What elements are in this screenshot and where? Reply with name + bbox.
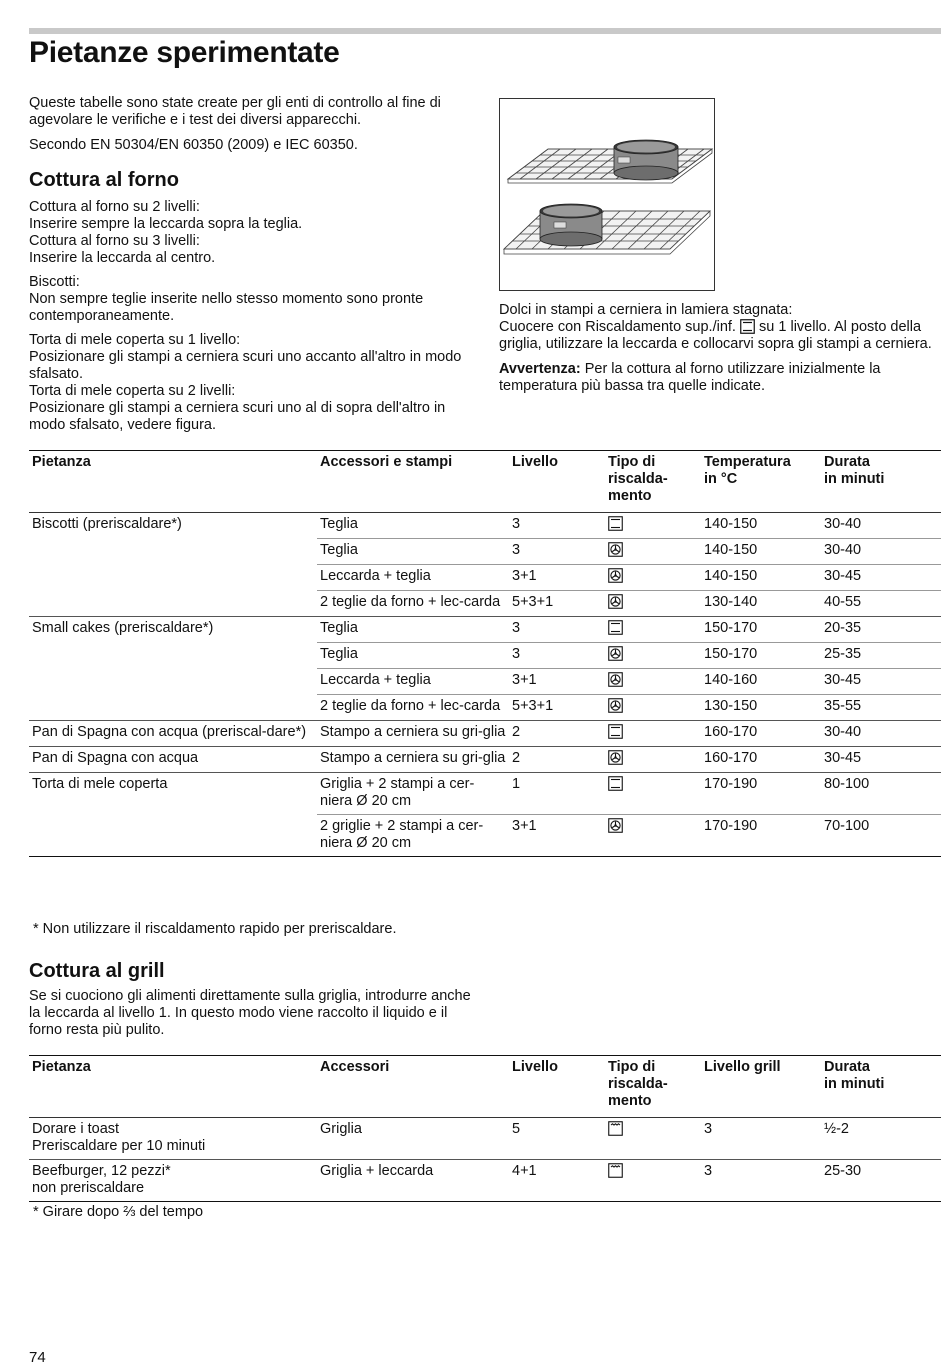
section-heading-forno: Cottura al forno xyxy=(29,169,179,191)
table-cell: Torta di mele coperta xyxy=(29,773,317,815)
column-header: Pietanza xyxy=(29,451,317,513)
note-line: Inserire la leccarda al centro. xyxy=(29,250,216,266)
table-cell xyxy=(29,1160,317,1202)
table-row xyxy=(29,773,941,815)
table-cell: 4+1 xyxy=(509,1160,605,1202)
baking-table xyxy=(29,450,941,857)
top-bottom-heat-icon xyxy=(608,776,623,791)
table-cell: Griglia + leccarda xyxy=(317,1160,509,1202)
page-title: Pietanze sperimentate xyxy=(29,36,340,69)
table-cell: 25-30 xyxy=(821,1160,941,1202)
table-cell: 140-150 xyxy=(701,539,821,565)
table-cell: Teglia xyxy=(317,643,509,669)
table-cell: 3 xyxy=(509,539,605,565)
column-header: Livello xyxy=(509,451,605,513)
warning-text: Per la cottura al forno utilizzare inizialmente la temperatura più bassa tra quelle indicate. xyxy=(499,361,881,394)
page-number: 74 xyxy=(29,1349,46,1366)
table-cell xyxy=(29,669,317,695)
table-header-row xyxy=(29,451,941,513)
table-row xyxy=(29,591,941,617)
top-bottom-heat-icon xyxy=(608,516,623,531)
table-cell xyxy=(29,643,317,669)
column-header: Durata in minuti xyxy=(821,1056,941,1118)
table-cell: 140-150 xyxy=(704,516,758,532)
table-row xyxy=(29,1160,941,1202)
table-cell: 30-45 xyxy=(821,565,941,591)
table-cell: 30-40 xyxy=(821,539,941,565)
grill-text: Se si cuociono gli alimenti direttamente sulla griglia, introdurre anche la leccarda al livello 1. In questo modo viene raccolto il liquido e il forno resta più pulito. xyxy=(29,988,471,1038)
grill-table xyxy=(29,1055,941,1202)
note-line: Posizionare gli stampi a cerniera scuri uno accanto all'altro in modo sfalsato. xyxy=(29,349,462,382)
table-cell: 2 teglie da forno + lec-carda xyxy=(317,695,509,721)
warning-label: Avvertenza: xyxy=(499,361,581,377)
table-cell: 25-35 xyxy=(821,643,941,669)
table-cell: Leccarda + teglia xyxy=(317,565,509,591)
heating-mode-cell xyxy=(605,815,701,857)
table-cell: 3+1 xyxy=(509,815,605,857)
warning-note xyxy=(499,361,944,395)
hot-air-icon xyxy=(608,542,623,557)
table-cell: 2 teglie da forno + lec-carda xyxy=(317,591,509,617)
table-row xyxy=(29,643,941,669)
springform-pan-lower xyxy=(540,204,602,246)
table-row xyxy=(29,669,941,695)
column-header: Pietanza xyxy=(29,1056,317,1118)
table-cell: Pan di Spagna con acqua xyxy=(29,747,317,773)
table-cell: 35-55 xyxy=(821,695,941,721)
table-row xyxy=(29,1118,941,1160)
table-cell: 3 xyxy=(701,1160,821,1202)
table1-footnote: * Non utilizzare il riscaldamento rapido per preriscaldare. xyxy=(33,921,397,937)
section-heading-grill: Cottura al grill xyxy=(29,960,165,982)
table-cell: 3 xyxy=(509,643,605,669)
table-cell: 130-140 xyxy=(701,591,821,617)
grill-icon xyxy=(608,1163,623,1178)
column-header: Durata in minuti xyxy=(821,451,941,513)
table-cell: 30-40 xyxy=(821,721,941,747)
springform-pans-illustration xyxy=(500,99,714,290)
table-cell: 3+1 xyxy=(509,565,605,591)
table-cell: 160-170 xyxy=(701,747,821,773)
table-cell: 3 xyxy=(509,617,605,643)
table2-footnote: * Girare dopo ⅔ del tempo xyxy=(33,1204,204,1220)
table-cell: 170-190 xyxy=(701,773,821,815)
forno-notes xyxy=(29,199,479,434)
table-cell: Teglia xyxy=(320,516,358,532)
note-text: su 1 livello. Al posto della griglia, utilizzare la leccarda e collocarvi sopra gli stampi a cerniera. xyxy=(499,319,932,352)
intro-paragraph-2: Secondo EN 50304/EN 60350 (2009) e IEC 60350. xyxy=(29,137,358,153)
note-line: Inserire sempre la leccarda sopra la teglia. xyxy=(29,216,303,232)
heating-mode-cell xyxy=(605,565,701,591)
table-cell: 5+3+1 xyxy=(509,591,605,617)
intro-text xyxy=(29,95,479,154)
table-cell xyxy=(29,815,317,857)
intro-paragraph-1: Queste tabelle sono state create per gli enti di controllo al fine di agevolare le verifiche e i test dei diversi apparecchi. xyxy=(29,95,441,128)
table-cell: 140-160 xyxy=(701,669,821,695)
hot-air-icon xyxy=(608,672,623,687)
note-text: Cuocere con Riscaldamento sup./inf. xyxy=(499,319,736,335)
table-cell: 30-40 xyxy=(824,516,862,532)
table-header-row xyxy=(29,1056,941,1118)
column-header: Tipo di riscalda- mento xyxy=(605,1056,701,1118)
column-header: Accessori e stampi xyxy=(317,451,509,513)
top-bottom-heat-icon xyxy=(608,724,623,739)
table-cell: 30-45 xyxy=(821,747,941,773)
column-header: Tipo di riscalda- mento xyxy=(605,451,701,513)
table-row xyxy=(29,617,941,643)
heating-mode-cell xyxy=(605,773,701,815)
heating-mode-cell xyxy=(605,591,701,617)
dish-note: non preriscaldare xyxy=(32,1180,145,1196)
dish-name: Dorare i toast xyxy=(32,1121,120,1137)
table-cell: 2 xyxy=(509,747,605,773)
column-header: Livello grill xyxy=(701,1056,821,1118)
table-cell xyxy=(29,539,317,565)
springform-note xyxy=(499,302,944,353)
oven-racks-figure xyxy=(499,98,715,291)
hot-air-icon xyxy=(608,646,623,661)
table-cell: 140-150 xyxy=(701,565,821,591)
table-row xyxy=(29,513,941,539)
table-cell: 130-150 xyxy=(701,695,821,721)
forno-note-2 xyxy=(29,274,479,325)
table-cell: Stampo a cerniera su gri-glia xyxy=(317,721,509,747)
table-row xyxy=(29,565,941,591)
note-line: Cottura al forno su 3 livelli: xyxy=(29,233,200,249)
table-cell: 20-35 xyxy=(821,617,941,643)
table-row xyxy=(29,695,941,721)
table-cell: 70-100 xyxy=(821,815,941,857)
table-row xyxy=(29,815,941,857)
heating-mode-cell xyxy=(605,539,701,565)
table-cell: Teglia xyxy=(317,539,509,565)
grill-icon xyxy=(608,1121,623,1136)
table-row xyxy=(29,539,941,565)
hot-air-icon xyxy=(608,818,623,833)
heating-mode-cell xyxy=(605,643,701,669)
heating-mode-cell xyxy=(605,617,701,643)
forno-note-3 xyxy=(29,332,479,434)
table-cell: 160-170 xyxy=(701,721,821,747)
forno-note-1 xyxy=(29,199,479,267)
table-cell: Stampo a cerniera su gri-glia xyxy=(317,747,509,773)
heating-mode-cell xyxy=(605,695,701,721)
column-header: Temperatura in °C xyxy=(701,451,821,513)
table-cell: 5 xyxy=(512,1121,521,1137)
table-cell: 3 xyxy=(704,1121,713,1137)
table-cell: 2 xyxy=(509,721,605,747)
note-line: Non sempre teglie inserite nello stesso momento sono pronte contemporaneamente. xyxy=(29,291,424,324)
table-cell: Biscotti (preriscaldare*) xyxy=(32,516,182,532)
hot-air-icon xyxy=(608,594,623,609)
table-cell: Small cakes (preriscaldare*) xyxy=(29,617,317,643)
table-cell: 3+1 xyxy=(509,669,605,695)
note-line xyxy=(499,319,944,353)
table-cell: 170-190 xyxy=(701,815,821,857)
table-cell: Griglia + 2 stampi a cer-niera Ø 20 cm xyxy=(317,773,509,815)
heating-mode-cell xyxy=(605,1160,701,1202)
table-cell: 2 griglie + 2 stampi a cer-niera Ø 20 cm xyxy=(317,815,509,857)
heating-mode-cell xyxy=(605,513,701,539)
table-row xyxy=(29,747,941,773)
right-notes xyxy=(499,302,944,395)
table-cell: 150-170 xyxy=(701,617,821,643)
table-cell xyxy=(29,591,317,617)
heating-mode-cell xyxy=(605,721,701,747)
table-cell xyxy=(29,565,317,591)
heating-mode-cell xyxy=(605,747,701,773)
top-bottom-heat-icon xyxy=(740,319,755,334)
column-header: Livello xyxy=(509,1056,605,1118)
table-cell: 150-170 xyxy=(701,643,821,669)
table-cell: 3 xyxy=(512,516,521,532)
table-cell: 30-45 xyxy=(821,669,941,695)
note-line: Dolci in stampi a cerniera in lamiera stagnata: xyxy=(499,302,793,318)
heating-mode-cell xyxy=(605,669,701,695)
note-line: Posizionare gli stampi a cerniera scuri uno al di sopra dell'altro in modo sfalsato, vedere figura. xyxy=(29,400,446,433)
table-cell: 5+3+1 xyxy=(509,695,605,721)
table-cell xyxy=(29,1118,317,1160)
note-line: Biscotti: xyxy=(29,274,80,290)
table-cell: Griglia xyxy=(320,1121,362,1137)
hot-air-icon xyxy=(608,568,623,583)
table-cell: 80-100 xyxy=(821,773,941,815)
table-cell: 40-55 xyxy=(821,591,941,617)
table-cell: Pan di Spagna con acqua (preriscal-dare*) xyxy=(29,721,317,747)
table-cell: ½-2 xyxy=(824,1121,849,1137)
dish-note: Preriscaldare per 10 minuti xyxy=(32,1138,206,1154)
top-bottom-heat-icon xyxy=(608,620,623,635)
heating-mode-cell xyxy=(605,1118,701,1160)
hot-air-icon xyxy=(608,698,623,713)
note-line: Torta di mele coperta su 1 livello: xyxy=(29,332,241,348)
hot-air-icon xyxy=(608,750,623,765)
note-line: Torta di mele coperta su 2 livelli: xyxy=(29,383,236,399)
table-cell: Teglia xyxy=(317,617,509,643)
table-cell: 1 xyxy=(509,773,605,815)
column-header: Accessori xyxy=(317,1056,509,1118)
table-cell: Leccarda + teglia xyxy=(317,669,509,695)
table-row xyxy=(29,721,941,747)
note-line: Cottura al forno su 2 livelli: xyxy=(29,199,200,215)
springform-pan-upper xyxy=(614,140,678,180)
dish-name: Beefburger, 12 pezzi* xyxy=(32,1163,171,1179)
table-cell xyxy=(29,695,317,721)
